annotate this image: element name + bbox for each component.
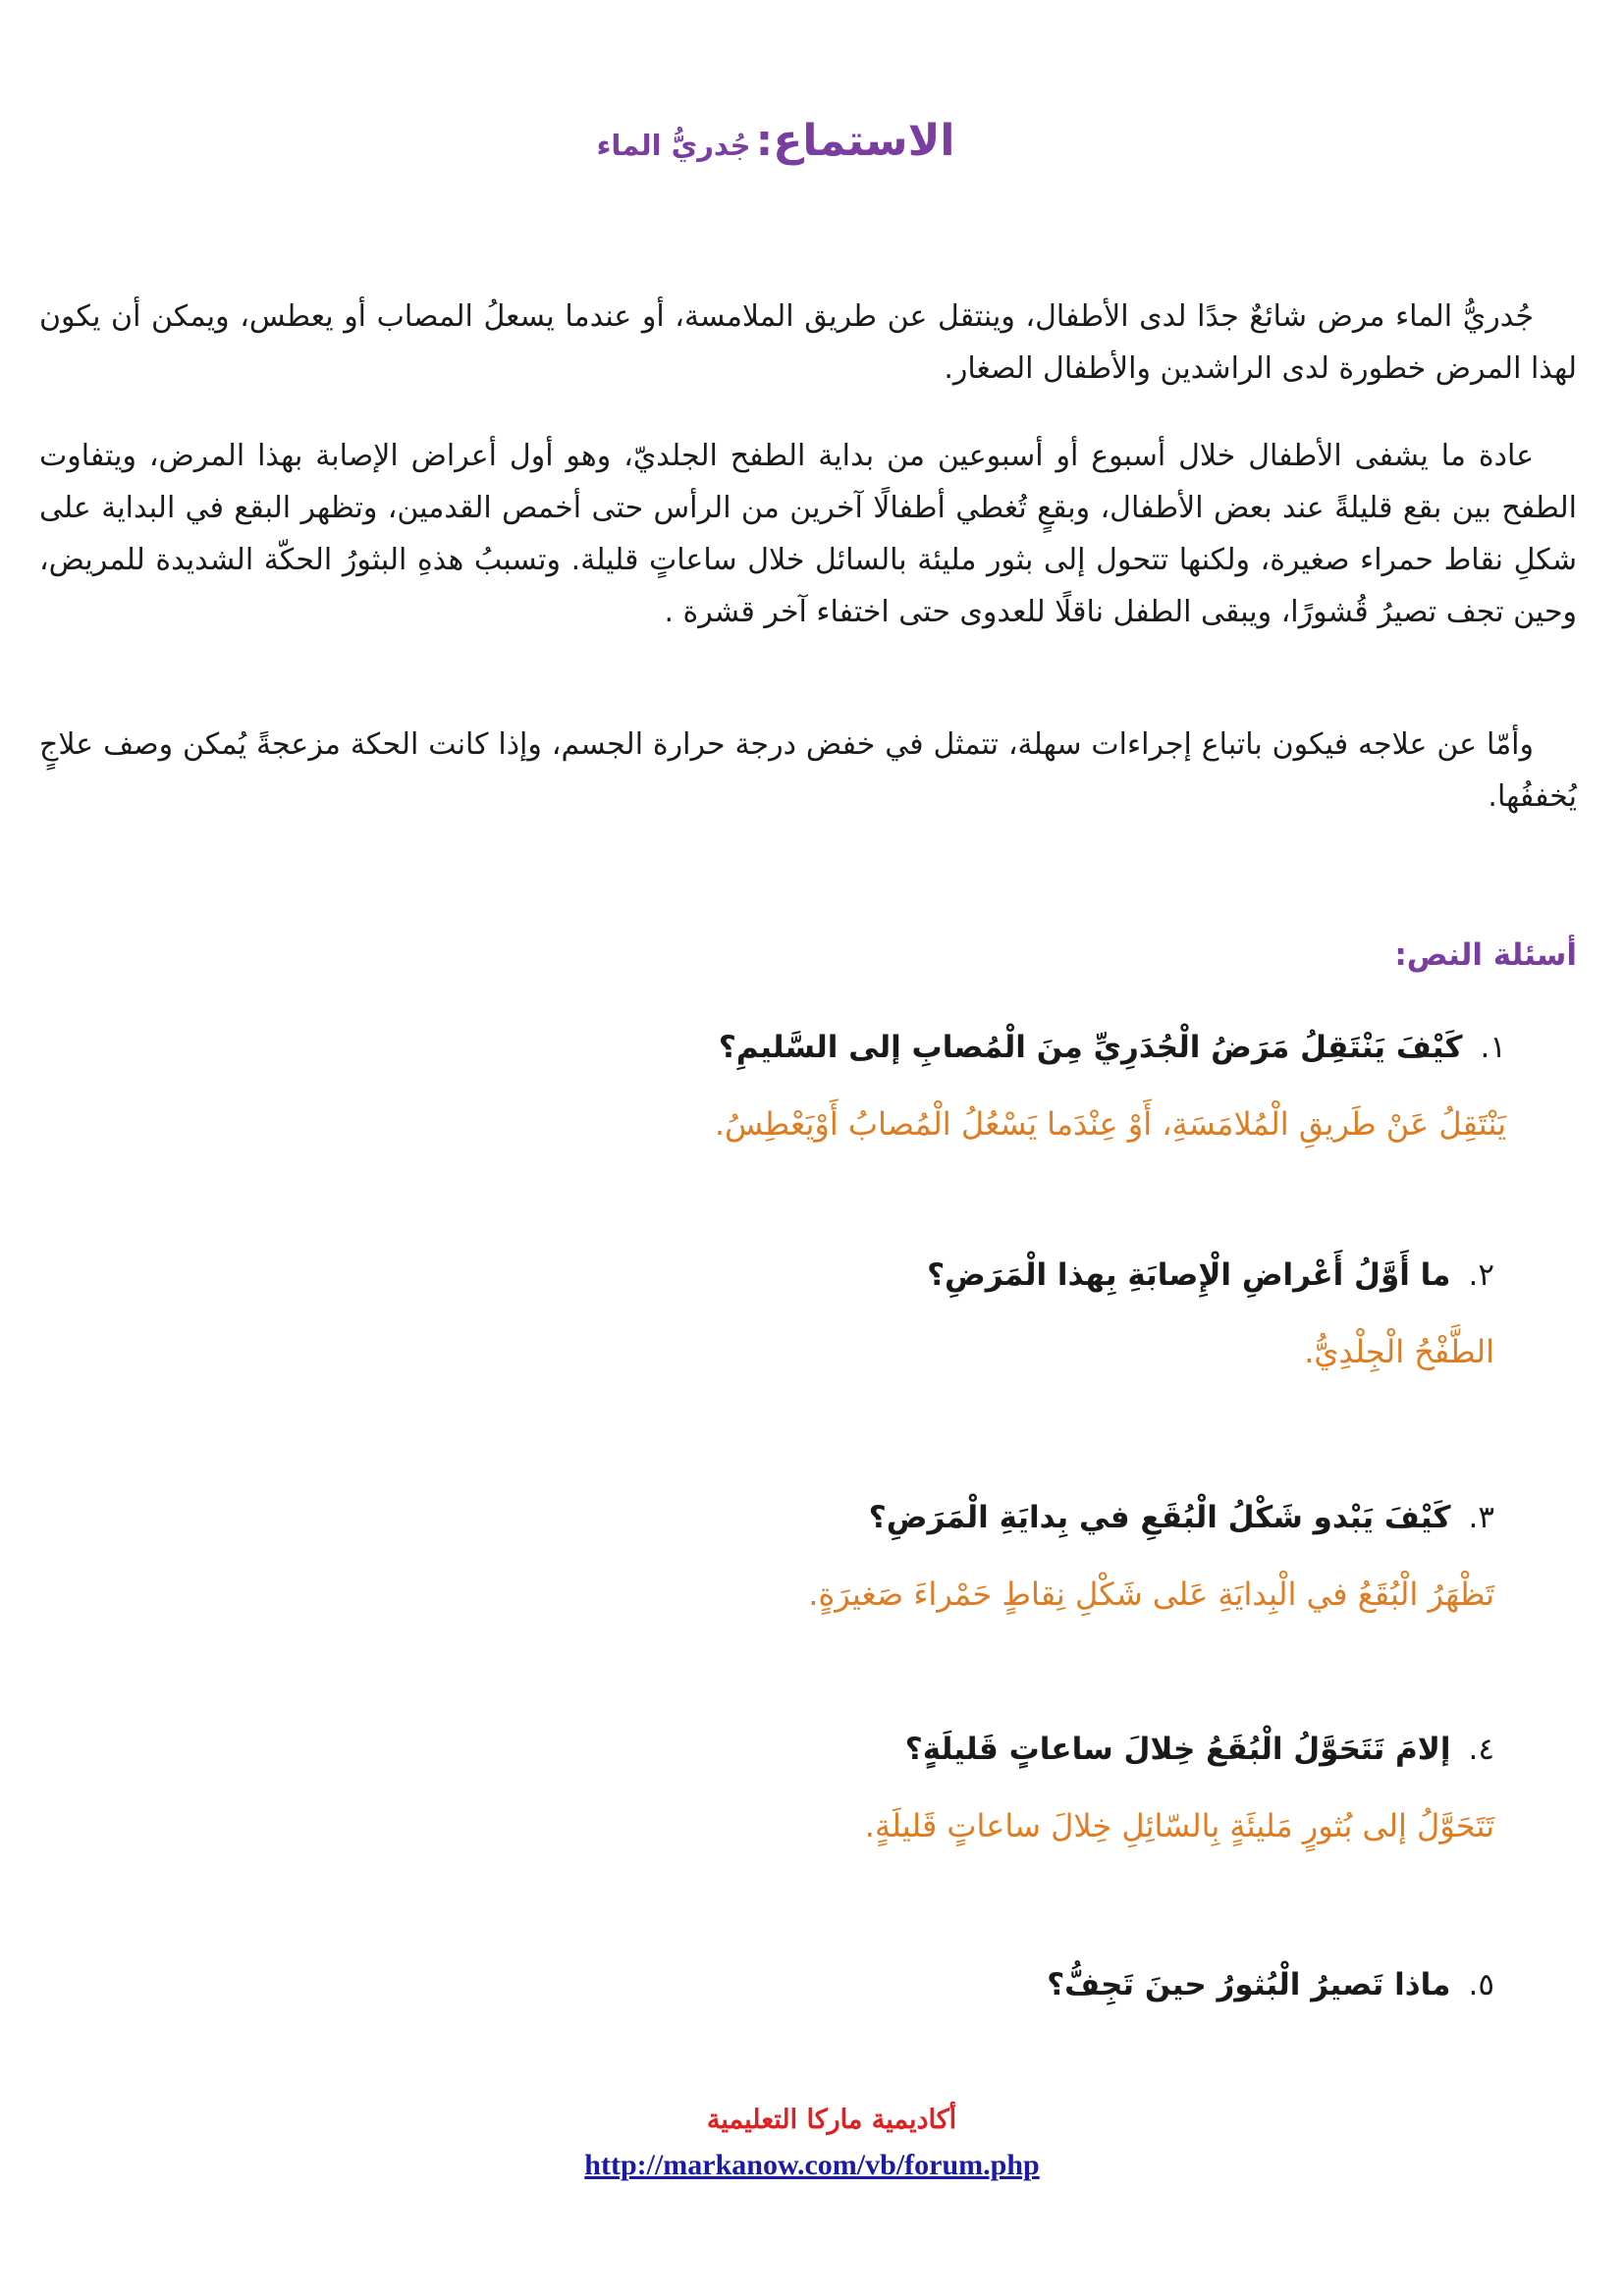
question-2 xyxy=(414,1248,1494,1303)
paragraph-3 xyxy=(39,719,1577,823)
question-3 xyxy=(414,1490,1494,1545)
answer-3: تَظْهَرُ الْبُقَعُ في الْبِدايَةِ عَلى شَكْلِ نِقاطٍ حَمْراءَ صَغيرَةٍ. xyxy=(808,1575,1494,1613)
paragraph-1 xyxy=(39,291,1577,395)
footer-academy-name: أكاديمية ماركا التعليمية xyxy=(706,2105,957,2135)
question-item-5 xyxy=(414,1957,1494,2012)
paragraph-2 xyxy=(39,430,1577,638)
question-5 xyxy=(414,1957,1494,2012)
question-item-2 xyxy=(414,1248,1494,1377)
question-number: ١. xyxy=(1480,1030,1506,1065)
question-number: ٤. xyxy=(1468,1732,1494,1767)
answer-2: الطَّفْحُ الْجِلْدِيُّ. xyxy=(1304,1333,1494,1370)
question-item-4 xyxy=(414,1722,1494,1851)
question-item-3 xyxy=(414,1490,1494,1620)
answer-4: تَتَحَوَّلُ إلى بُثورٍ مَليئَةٍ بِالسّائِلِ خِلالَ ساعاتٍ قَليلَةٍ. xyxy=(864,1807,1494,1844)
answer-1: يَنْتَقِلُ عَنْ طَريقِ الْمُلامَسَةِ، أَوْ عِنْدَما يَسْعُلُ الْمُصابُ أَوْيَعْطِسُ. xyxy=(714,1105,1506,1143)
questions-heading: أسئلة النص: xyxy=(1394,937,1577,973)
question-item-1 xyxy=(426,1020,1506,1149)
question-number: ٣. xyxy=(1468,1500,1494,1535)
page-title xyxy=(550,116,1001,166)
title-label: الاستماع: xyxy=(755,116,955,166)
question-4 xyxy=(414,1722,1494,1777)
question-text: كَيْفَ يَنْتَقِلُ مَرَضُ الْجُدَرِيِّ مِنَ الْمُصابِ إلى السَّليمِ؟ xyxy=(718,1030,1463,1065)
paragraph-1-text: جُدريُّ الماء مرض شائعٌ جدًا لدى الأطفال، وينتقل عن طريق الملامسة، أو عندما يسعلُ المصاب أو يعطس، ويمكن أن يكون لهذا المرض خطورة لدى الراشدين والأطفال الصغار. xyxy=(39,299,1577,386)
question-text: كَيْفَ يَبْدو شَكْلُ الْبُقَعِ في بِدايَةِ الْمَرَضِ؟ xyxy=(868,1500,1451,1535)
question-1 xyxy=(426,1020,1506,1075)
question-text: ما أَوَّلُ أَعْراضِ الْإِصابَةِ بِهذا الْمَرَضِ؟ xyxy=(927,1257,1451,1293)
footer-forum-link[interactable]: http://markanow.com/vb/forum.php xyxy=(584,2149,1040,2181)
paragraph-3-text: وأمّا عن علاجه فيكون باتباع إجراءات سهلة، تتمثل في خفض درجة حرارة الجسم، وإذا كانت الحكة مزعجةً يُمكن وصف علاجٍ يُخففُها. xyxy=(39,727,1577,814)
title-subject: جُدريُّ الماء xyxy=(596,129,751,162)
question-text: ماذا تَصيرُ الْبُثورُ حينَ تَجِفُّ؟ xyxy=(1047,1967,1451,2002)
question-number: ٢. xyxy=(1468,1257,1494,1293)
question-number: ٥. xyxy=(1468,1967,1494,2002)
page-footer xyxy=(0,2105,1624,2182)
paragraph-2-text: عادة ما يشفى الأطفال خلال أسبوع أو أسبوعين من بداية الطفح الجلديّ، وهو أول أعراض الإصابة بهذا المرض، ويتفاوت الطفح بين بقع قليلةً عند بعض الأطفال، وبقعٍ تُغطي أطفالًا آخرين من الرأس حتى أخمص القدمين، وتظهر البقع في البداية على شكلِ نقاط حمراء صغيرة، ولكنها تتحول إلى بثور مليئة بالسائل خلال ساعاتٍ قليلة. وتسببُ هذهِ البثورُ الحكّة الشديدة للمريض، وحين تجف تصيرُ قُشورًا، ويبقى الطفل ناقلًا للعدوى حتى اختفاء آخر قشرة . xyxy=(39,439,1577,629)
question-text: إلامَ تَتَحَوَّلُ الْبُقَعُ خِلالَ ساعاتٍ قَليلَةٍ؟ xyxy=(904,1732,1451,1767)
